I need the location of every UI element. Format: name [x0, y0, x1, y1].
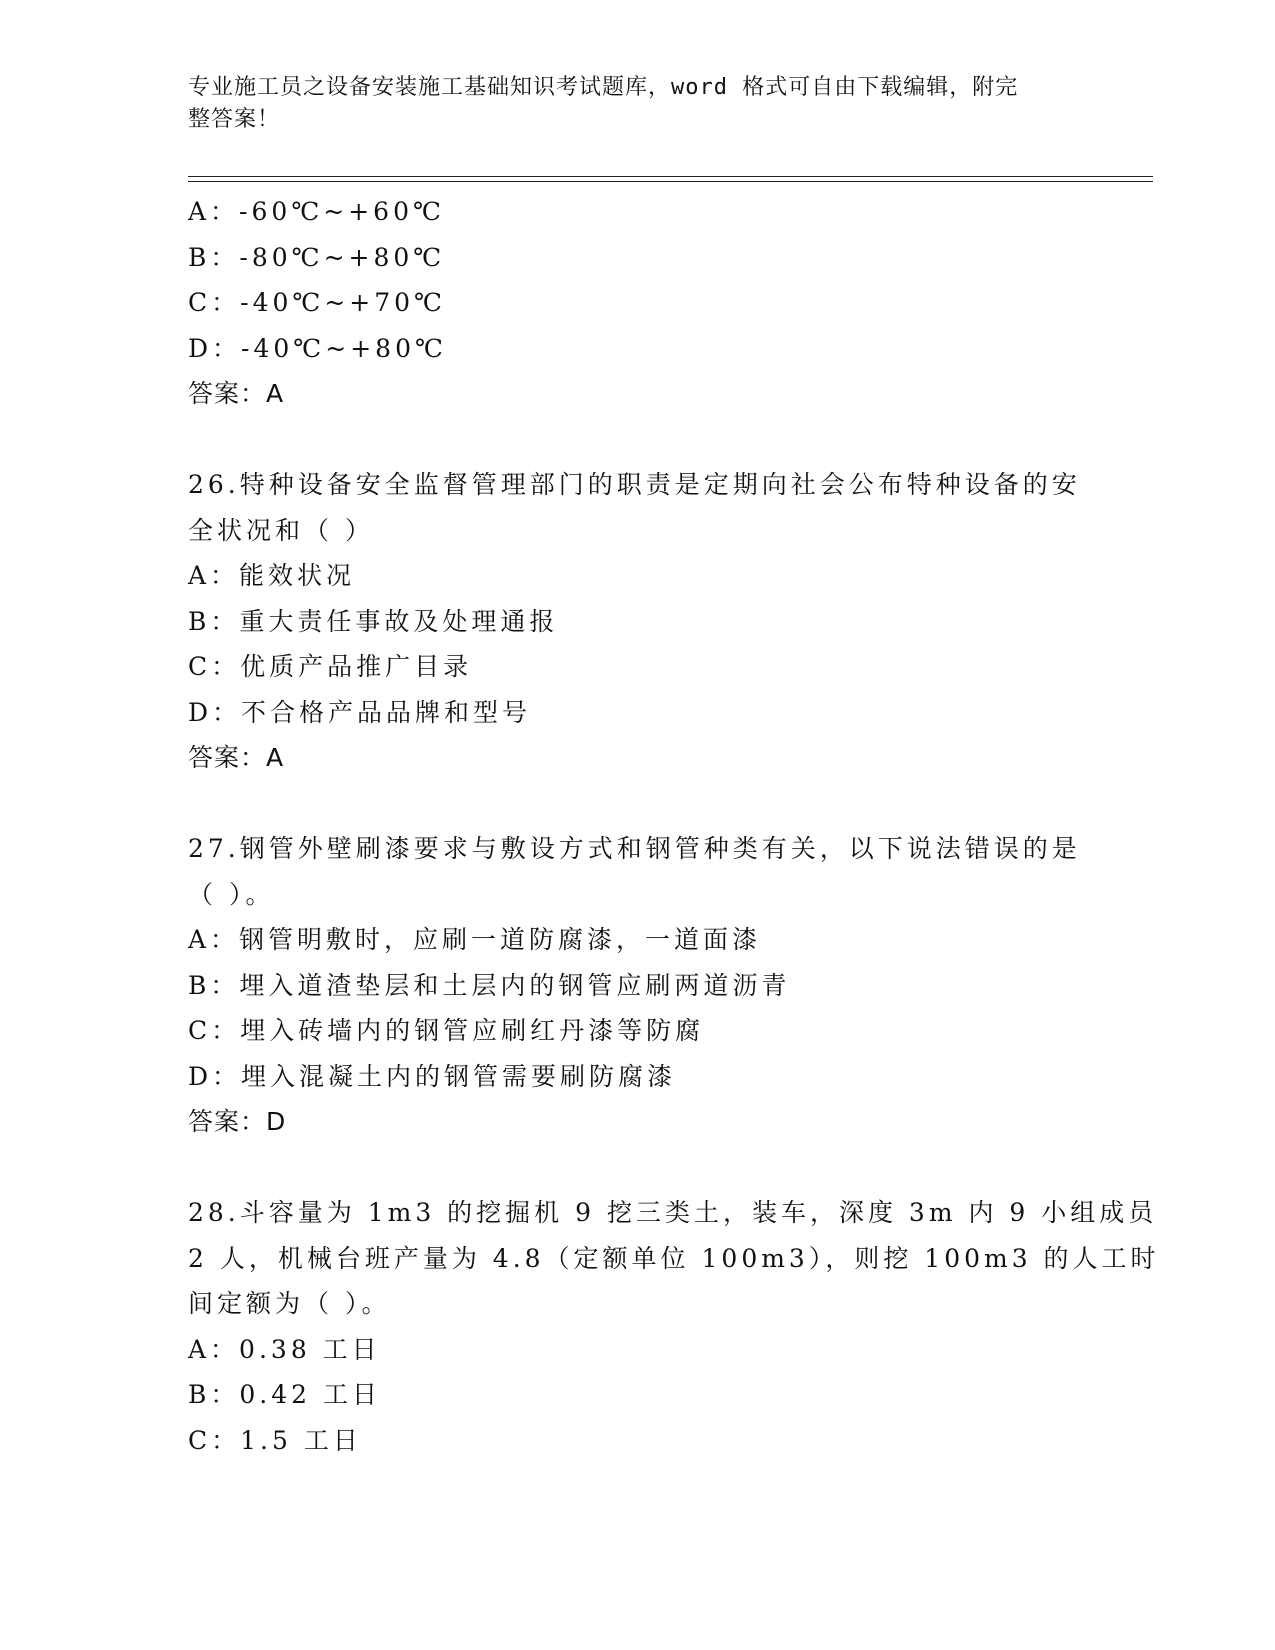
document-header [188, 72, 1068, 136]
option-a: A：钢管明敷时，应刷一道防腐漆，一道面漆 [188, 925, 762, 954]
answer: 答案：D [188, 1107, 287, 1136]
question-stem-line-2: （ ）。 [188, 879, 275, 909]
question-stem-line-1: 26.特种设备安全监督管理部门的职责是定期向社会公布特种设备的安 [188, 470, 1081, 499]
question-28 [188, 1190, 1160, 1463]
option-d: D：-40℃~+80℃ [188, 333, 447, 363]
question-stem-line-3: 间定额为（ ）。 [188, 1289, 391, 1318]
option-d: D：不合格产品品牌和型号 [188, 697, 532, 727]
option-b: B：0.42 工日 [188, 1380, 381, 1409]
option-c: C：1.5 工日 [188, 1425, 362, 1455]
header-line-1: 专业施工员之设备安装施工基础知识考试题库，word 格式可自由下载编辑，附完 [188, 75, 1019, 100]
option-a: A：能效状况 [188, 561, 356, 590]
option-b: B：重大责任事故及处理通报 [188, 606, 559, 636]
option-d: D：埋入混凝土内的钢管需要刷防腐漆 [188, 1061, 677, 1091]
question-stem-line-1: 27.钢管外壁刷漆要求与敷设方式和钢管种类有关，以下说法错误的是 [188, 834, 1081, 863]
question-stem-line-2: 2 人，机械台班产量为 4.8（定额单位 100m3），则挖 100m3 的人工时 [188, 1243, 1160, 1273]
document-body [188, 189, 1160, 1463]
question-26 [188, 462, 1088, 781]
option-b: B：埋入道渣垫层和土层内的钢管应刷两道沥青 [188, 970, 791, 1000]
header-divider-bottom [188, 181, 1153, 182]
question-25-options [188, 189, 1088, 417]
option-c: C：埋入砖墙内的钢管应刷红丹漆等防腐 [188, 1016, 705, 1045]
option-b: B：-80℃~+80℃ [188, 242, 446, 272]
spacer [188, 417, 1088, 463]
option-c: C：优质产品推广目录 [188, 652, 473, 681]
option-a: A：-60℃~+60℃ [188, 197, 445, 226]
spacer [188, 781, 1088, 827]
question-27 [188, 826, 1088, 1145]
answer: 答案：A [188, 379, 285, 408]
option-a: A：0.38 工日 [188, 1334, 381, 1364]
question-stem-line-1: 28.斗容量为 1m3 的挖掘机 9 挖三类土，装车，深度 3m 内 9 小组成员 [188, 1198, 1158, 1227]
header-divider-top [188, 176, 1153, 177]
header-line-2: 整答案！ [188, 107, 281, 132]
option-c: C：-40℃~+70℃ [188, 288, 447, 317]
answer: 答案：A [188, 743, 285, 772]
question-stem-line-2: 全状况和（ ） [188, 515, 374, 545]
spacer [188, 1145, 1088, 1191]
